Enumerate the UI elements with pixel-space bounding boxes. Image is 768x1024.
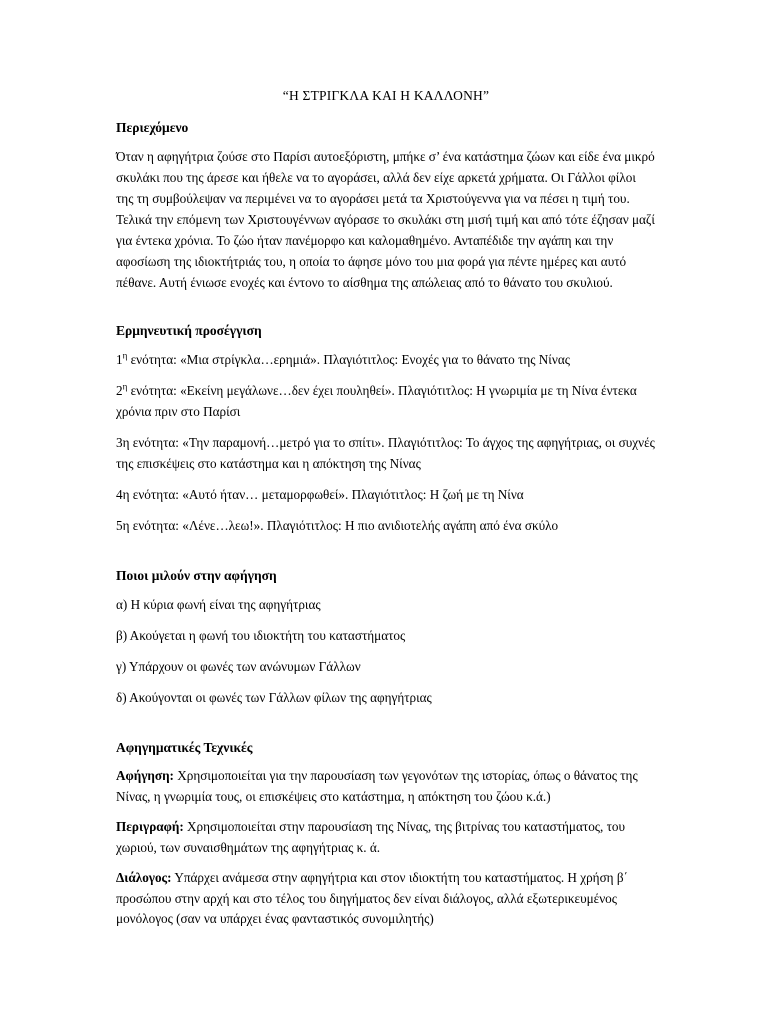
voice-item-d: δ) Ακούγονται οι φωνές των Γάλλων φίλων της αφηγήτριας [116, 690, 432, 705]
document-title: “Η ΣΤΡΙΓΚΛΑ ΚΑΙ Η ΚΑΛΛΟΝΗ” [282, 88, 490, 103]
unit-line-3: 3η ενότητα: «Την παραμονή…μετρό για το σπίτι». Πλαγιότιτλος: Το άγχος της αφηγήτριας, οι συχνές της επισκέψεις στο κατάστημα και η απόκτηση της Νίνας [116, 435, 655, 471]
content-heading: Περιεχόμενο [116, 120, 189, 135]
unit-line-5: 5η ενότητα: «Λένε…λεω!». Πλαγιότιτλος: Η πιο ανιδιοτελής αγάπη από ένα σκύλο [116, 518, 559, 533]
technique-narration: Αφήγηση: Χρησιμοποιείται για την παρουσίαση των γεγονότων της ιστορίας, όπως ο θάνατος της Νίνας, η γνωριμία τους, οι επισκέψεις στο κατάστημα, η απόκτηση του ζώου κ.ά.) [116, 768, 638, 804]
interpretive-heading: Ερμηνευτική προσέγγιση [116, 323, 262, 338]
voice-item-b: β) Ακούγεται η φωνή του ιδιοκτήτη του καταστήματος [116, 628, 406, 643]
document-page [116, 88, 656, 940]
technique-description: Περιγραφή: Χρησιμοποιείται στην παρουσίαση της Νίνας, της βιτρίνας του καταστήματος, του χωριού, των συναισθημάτων της αφηγήτριας κ. ά. [116, 819, 626, 855]
voice-item-a: α) Η κύρια φωνή είναι της αφηγήτριας [116, 597, 321, 612]
voices-heading: Ποιοι μιλούν στην αφήγηση [116, 568, 277, 583]
unit-line-2: $2^\eta$ ενότητα: «Εκείνη μεγάλωνε…δεν έχει πουληθεί». Πλαγιότιτλος: Η γνωριμία με τη Νίνα έντεκα χρόνια πριν στο Παρίσι [116, 381, 637, 419]
unit-line-1: $1^\eta$ ενότητα: «Μια στρίγκλα…ερημιά». Πλαγιότιτλος: Ενοχές για το θάνατο της Νίνας [116, 350, 570, 367]
technique-dialogue: Διάλογος: Υπάρχει ανάμεσα στην αφηγήτρια και στον ιδιοκτήτη του καταστήματος. Η χρήση β΄ προσώπου στην αρχή και στο τέλος του διηγήματος δεν είναι διάλογος, αλλά εξωτερικευμένος μονόλογος (σαν να υπάρχει ένας φανταστικός συνομιλητής) [116, 870, 628, 926]
techniques-heading: Αφηγηματικές Τεχνικές [116, 740, 253, 755]
voice-item-c: γ) Υπάρχουν οι φωνές των ανώνυμων Γάλλων [116, 659, 361, 674]
content-paragraph: Όταν η αφηγήτρια ζούσε στο Παρίσι αυτοεξόριστη, μπήκε σ’ ένα κατάστημα ζώων και είδε ένα μικρό σκυλάκι που της άρεσε και ήθελε να το αγοράσει, αλλά δεν είχε αρκετά χρήματα. Οι Γάλλοι φίλοι της τη συμβούλεψαν να περιμένει να το αγοράσει μετά τα Χριστούγεννα για να πέσει η τιμή του. Τελικά την επόμενη των Χριστουγέννων αγόρασε το σκυλάκι στη μισή τιμή και από τότε έζησαν μαζί για έντεκα χρόνια. Το ζώο ήταν πανέμορφο και καλομαθημένο. Ανταπέδιδε την αγάπη και την αφοσίωση της ιδιοκτήτριάς του, η οποία το άφησε μόνο του μια φορά για πέντε ημέρες και αυτό πέθανε. Αυτή ένιωσε ενοχές και έντονο το αίσθημα της απώλειας από το θάνατο του σκυλιού. [116, 149, 655, 290]
unit-line-4: 4η ενότητα: «Αυτό ήταν… μεταμορφωθεί». Πλαγιότιτλος: Η ζωή με τη Νίνα [116, 487, 524, 502]
